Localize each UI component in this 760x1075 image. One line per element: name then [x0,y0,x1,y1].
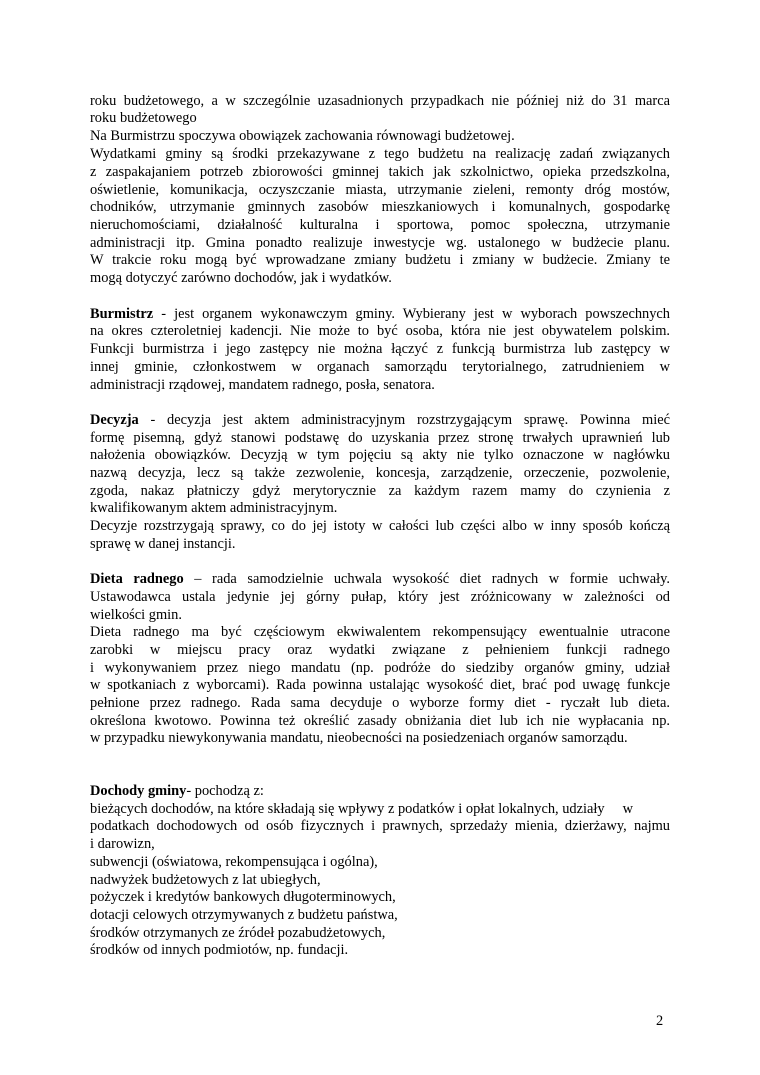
intro-line: mogą dotyczyć zarówno dochodów, jak i wydatków. [90,270,392,286]
burmistrz-line: administracji rządowej, mandatem radnego, posła, senatora. [90,377,435,393]
dochody-list-item: środków otrzymanych ze źródeł pozabudżetowych, [90,925,386,941]
intro-line: roku budżetowego, a w szczególnie uzasadnionych przypadkach nie później niż do 31 marca [90,93,670,109]
dieta-line: zarobki w miejscu pracy oraz wydatki związane z pełnieniem funkcji radnego [90,642,670,658]
page-number: 2 [656,1013,664,1029]
dieta-line: i wykonywaniem przez niego mandatu (np. podróże do siedziby organów gminy, udział [90,660,670,676]
dieta-line: pełnione przez radnego. Rada sama decyduje o wyborze formy diet - ryczałt lub dieta. [90,695,670,711]
dieta-line: określona kwotowo. Powinna też określić zasady obniżania diet lub ich nie wypłacania np. [90,713,670,729]
intro-line: chodników, utrzymanie gminnych zasobów mieszkaniowych i komunalnych, gospodarkę [90,199,670,215]
decyzja-line: formę pisemną, gdyż stanowi podstawę do uzyskania przez stronę trwałych uprawnień lub [90,430,670,446]
burmistrz-line: Funkcji burmistrza i jego zastępcy nie można łączyć z funkcją burmistrza lub zastępcy w [90,341,670,357]
intro-line: nieruchomościami, działalność kulturalna i sportowa, pomoc społeczna, utrzymanie [90,217,670,233]
dochody-list-item: pożyczek i kredytów bankowych długoterminowych, [90,889,396,905]
intro-line: Na Burmistrzu spoczywa obowiązek zachowania równowagi budżetowej. [90,128,515,144]
intro-line: roku budżetowego [90,110,197,126]
burmistrz-line: na okres czteroletniej kadencji. Nie może to być osoba, która nie jest obywatelem polskim. [90,323,670,339]
dieta-line: w spotkaniach z wyborcami). Rada powinna ustalając wysokość diet, brać pod uwagę funkcje [90,677,670,693]
decyzja-first-line: - decyzja jest aktem administracyjnym rozstrzygającym sprawę. Powinna mieć [138,412,670,428]
dieta-line: Dieta radnego ma być częściowym ekwiwalentem rekompensujący ewentualnie utracone [90,624,670,640]
decyzja-line: zgoda, nakaz płatniczy gdyż merytorycznie za każdym razem mamy do czynienia z [90,483,670,499]
term-dieta-radnego: Dieta radnego [90,571,184,587]
dochody-list-item: subwencji (oświatowa, rekompensująca i ogólna), [90,854,378,870]
term-decyzja: Decyzja [90,412,139,428]
dochody-line: podatkach dochodowych od osób fizycznych i prawnych, sprzedaży mienia, dzierżawy, najmu [90,818,670,834]
dieta-heading-line [90,571,670,588]
decyzja-line: sprawę w danej instancji. [90,536,236,552]
dochody-list-item: dotacji celowych otrzymywanych z budżetu państwa, [90,907,398,923]
decyzja-heading-line [90,412,670,429]
dieta-line: wielkości gmin. [90,607,182,623]
decyzja-line: nałożenia obowiązków. Decyzją w tym pojęciu są akty nie tylko oznaczone w nagłówku [90,447,670,463]
intro-line: administracji itp. Gmina ponadto realizuje inwestycje wg. ustalonego w budżecie planu. [90,235,670,251]
dochody-first-line: - pochodzą z: [186,783,264,799]
dochody-heading-line [90,783,670,800]
intro-line: Wydatkami gminy są środki przekazywane z tego budżetu na realizację zadań związanych [90,146,670,162]
intro-line: z zaspakajaniem potrzeb zbiorowości gminnej takich jak szkolnictwo, opieka przedszkolna, [90,164,670,180]
burmistrz-line: innej gminie, członkostwem w organach samorządu terytorialnego, zatrudnieniem w [90,359,670,375]
dochody-line: i darowizn, [90,836,155,852]
burmistrz-heading-line [90,306,670,323]
decyzja-line: Decyzje rozstrzygają sprawy, co do jej istoty w całości lub części albo w inny sposób kończą [90,518,670,534]
dochody-list-item: środków od innych podmiotów, np. fundacji. [90,942,349,958]
burmistrz-first-line: - jest organem wykonawczym gminy. Wybierany jest w wyborach powszechnych [153,306,670,322]
dieta-first-line: – rada samodzielnie uchwala wysokość diet radnych w formie uchwały. [183,571,671,587]
dochody-list-item: nadwyżek budżetowych z lat ubiegłych, [90,872,321,888]
decyzja-line: kwalifikowanym aktem administracyjnym. [90,500,338,516]
term-burmistrz: Burmistrz [90,306,154,322]
term-dochody-gminy: Dochody gminy [90,783,187,799]
decyzja-line: nazwą decyzja, lecz są także zezwolenie, koncesja, zarządzenie, orzeczenie, pozwolenie, [90,465,670,481]
dieta-line: Ustawodawca ustala jedynie jej górny pułap, który jest zróżnicowany w zależności od [90,589,670,605]
dochody-line: bieżących dochodów, na które składają się wpływy z podatków i opłat lokalnych, udziały w [90,801,633,817]
intro-line: oświetlenie, komunikacja, oczyszczanie miasta, utrzymanie zieleni, remonty dróg mostów, [90,182,670,198]
dieta-line: w przypadku niewykonywania mandatu, nieobecności na posiedzeniach organów samorządu. [90,730,628,746]
intro-line: W trakcie roku mogą być wprowadzane zmiany budżetu i zmiany w budżecie. Zmiany te [90,252,670,268]
